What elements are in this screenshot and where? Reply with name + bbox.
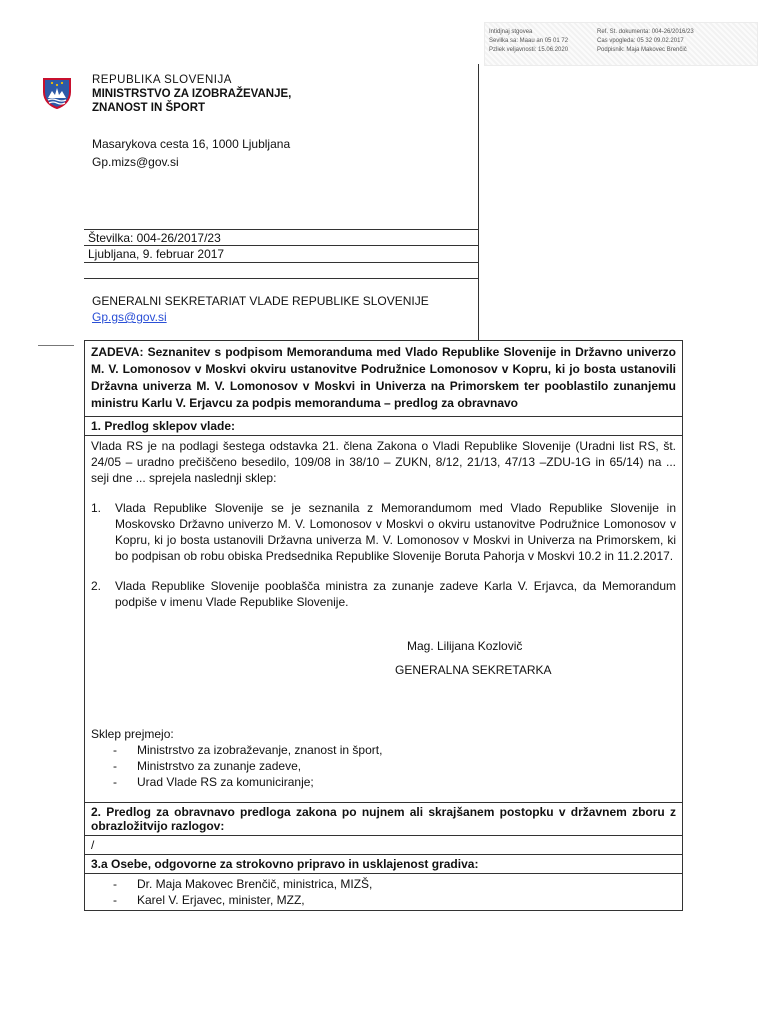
subject-row: ZADEVA: Seznanitev s podpisom Memoranduma med Vlado Republike Slovenije in Državno univerzo M. V. Lomonosov v Moskvi okviru ustanovitve Podružnice Lomonosov v Kopru, ki jo bosta ustanovili Državna univerza M. V. Lomonosov v Moskvi in Univerza na Primorskem ter pooblastilo zunanjemu ministru Karlu V. Erjavcu za podpis memoranduma – predlog za obravnavo bbox=[85, 341, 682, 417]
stamp-line: Podpisnik: Maja Makovec Brenčič bbox=[597, 47, 687, 53]
divider bbox=[84, 262, 478, 263]
stamp-line: Intidjnaj stgovea bbox=[489, 29, 533, 35]
stamp-right-column bbox=[597, 28, 753, 55]
divider bbox=[84, 278, 478, 279]
stamp-left-column bbox=[489, 28, 593, 55]
section2-value: / bbox=[85, 836, 682, 855]
section1-body bbox=[85, 436, 682, 803]
stamp-line: Ref. St. dokumenta: 004-26/2016/23 bbox=[597, 29, 694, 35]
list-item: - Karel V. Erjavec, minister, MZZ, bbox=[113, 892, 676, 908]
stamp-line: Pzliek veljavnosti: 15.06.2020 bbox=[489, 47, 569, 53]
point-number: 1. bbox=[91, 501, 102, 515]
signatory-name: Mag. Lilijana Kozlovič bbox=[407, 639, 523, 653]
recipients-block bbox=[91, 726, 676, 790]
ministry-contact bbox=[92, 135, 472, 171]
list-item: - Dr. Maja Makovec Brenčič, ministrica, MIZŠ, bbox=[113, 876, 676, 892]
point-text: Vlada Republike Slovenije pooblašča ministra za zunanje zadeve Karla V. Erjavca, da Memorandum podpiše v imenu Vlade Republike Slovenije. bbox=[115, 579, 676, 609]
stamp-line: Ševilka sa: Maau an 05 01 72 bbox=[489, 38, 569, 44]
stamp-line: Čas vpogleda: 05 32 09.02.2017 bbox=[597, 38, 684, 44]
margin-mark bbox=[38, 345, 74, 346]
divider bbox=[84, 229, 478, 230]
section1-heading: 1. Predlog sklepov vlade: bbox=[85, 417, 682, 436]
section3a-persons bbox=[85, 874, 682, 911]
recipient-name: GENERALNI SEKRETARIAT VLADE REPUBLIKE SLOVENIJE bbox=[92, 294, 429, 308]
signature-block bbox=[395, 638, 676, 678]
ministry-name-line2: ZNANOST IN ŠPORT bbox=[92, 102, 206, 114]
responsible-persons-list bbox=[91, 876, 676, 908]
ministry-name-line1: MINISTRSTVO ZA IZOBRAŽEVANJE, bbox=[92, 88, 292, 100]
signatory-title: GENERALNA SEKRETARKA bbox=[395, 663, 552, 677]
recipient-block bbox=[92, 293, 429, 325]
list-item: - Urad Vlade RS za komuniciranje; bbox=[113, 774, 676, 790]
resolution-point bbox=[91, 578, 676, 610]
recipient-email-link[interactable]: Gp.gs@gov.si bbox=[92, 310, 167, 324]
recipients-label: Sklep prejmejo: bbox=[91, 727, 174, 741]
recipients-list bbox=[91, 742, 676, 790]
section3a-heading: 3.a Osebe, odgovorne za strokovno pripravo in usklajenost gradiva: bbox=[85, 855, 682, 874]
ministry-header bbox=[92, 74, 472, 171]
country-name: REPUBLIKA SLOVENIJA bbox=[92, 74, 232, 86]
digital-signature-stamp bbox=[484, 22, 758, 66]
point-text: Vlada Republike Slovenije se je seznanila z Memorandumom med Vlado Republike Slovenije in Moskovsko Državno univerzo M. V. Lomonosov v Moskvi o okviru ustanovitve Podružnice Lomonosov v Kopru, ki jo bosta ustanovili Državna univerza M. V. Lomonosov v Moskvi in Univerza na Primorskem, ki bo podpisan ob robu obiska Predsednika Republike Slovenije Boruta Pahorja v Moskvi 10.2 in 11.2.2017. bbox=[115, 501, 676, 563]
resolution-points bbox=[91, 500, 676, 610]
coat-of-arms-icon bbox=[40, 76, 74, 110]
section1-intro: Vlada RS je na podlagi šestega odstavka 21. člena Zakona o Vladi Republike Slovenije (Uradni list RS, št. 24/05 – uradno prečiščeno besedilo, 109/08 in 38/10 – ZUKN, 8/12, 21/13, 47/13 –ZDU-1G in 65/14) na ... seji dne ... sprejela naslednji sklep: bbox=[91, 439, 676, 485]
list-item: - Ministrstvo za zunanje zadeve, bbox=[113, 758, 676, 774]
resolution-point bbox=[91, 500, 676, 564]
ministry-address: Masarykova cesta 16, 1000 Ljubljana bbox=[92, 137, 291, 151]
section2-heading: 2. Predlog za obravnavo predloga zakona po nujnem ali skrajšanem postopku v državnem zboru z obrazložitvijo razlogov: bbox=[85, 803, 682, 836]
proposal-table bbox=[84, 340, 683, 911]
list-item: - Ministrstvo za izobraževanje, znanost in šport, bbox=[113, 742, 676, 758]
document-date: Ljubljana, 9. februar 2017 bbox=[88, 247, 225, 261]
point-number: 2. bbox=[91, 579, 102, 593]
ministry-email: Gp.mizs@gov.si bbox=[92, 155, 179, 169]
divider bbox=[84, 245, 478, 246]
header-box-right-border bbox=[478, 64, 479, 340]
document-number: Številka: 004-26/2017/23 bbox=[88, 231, 221, 245]
